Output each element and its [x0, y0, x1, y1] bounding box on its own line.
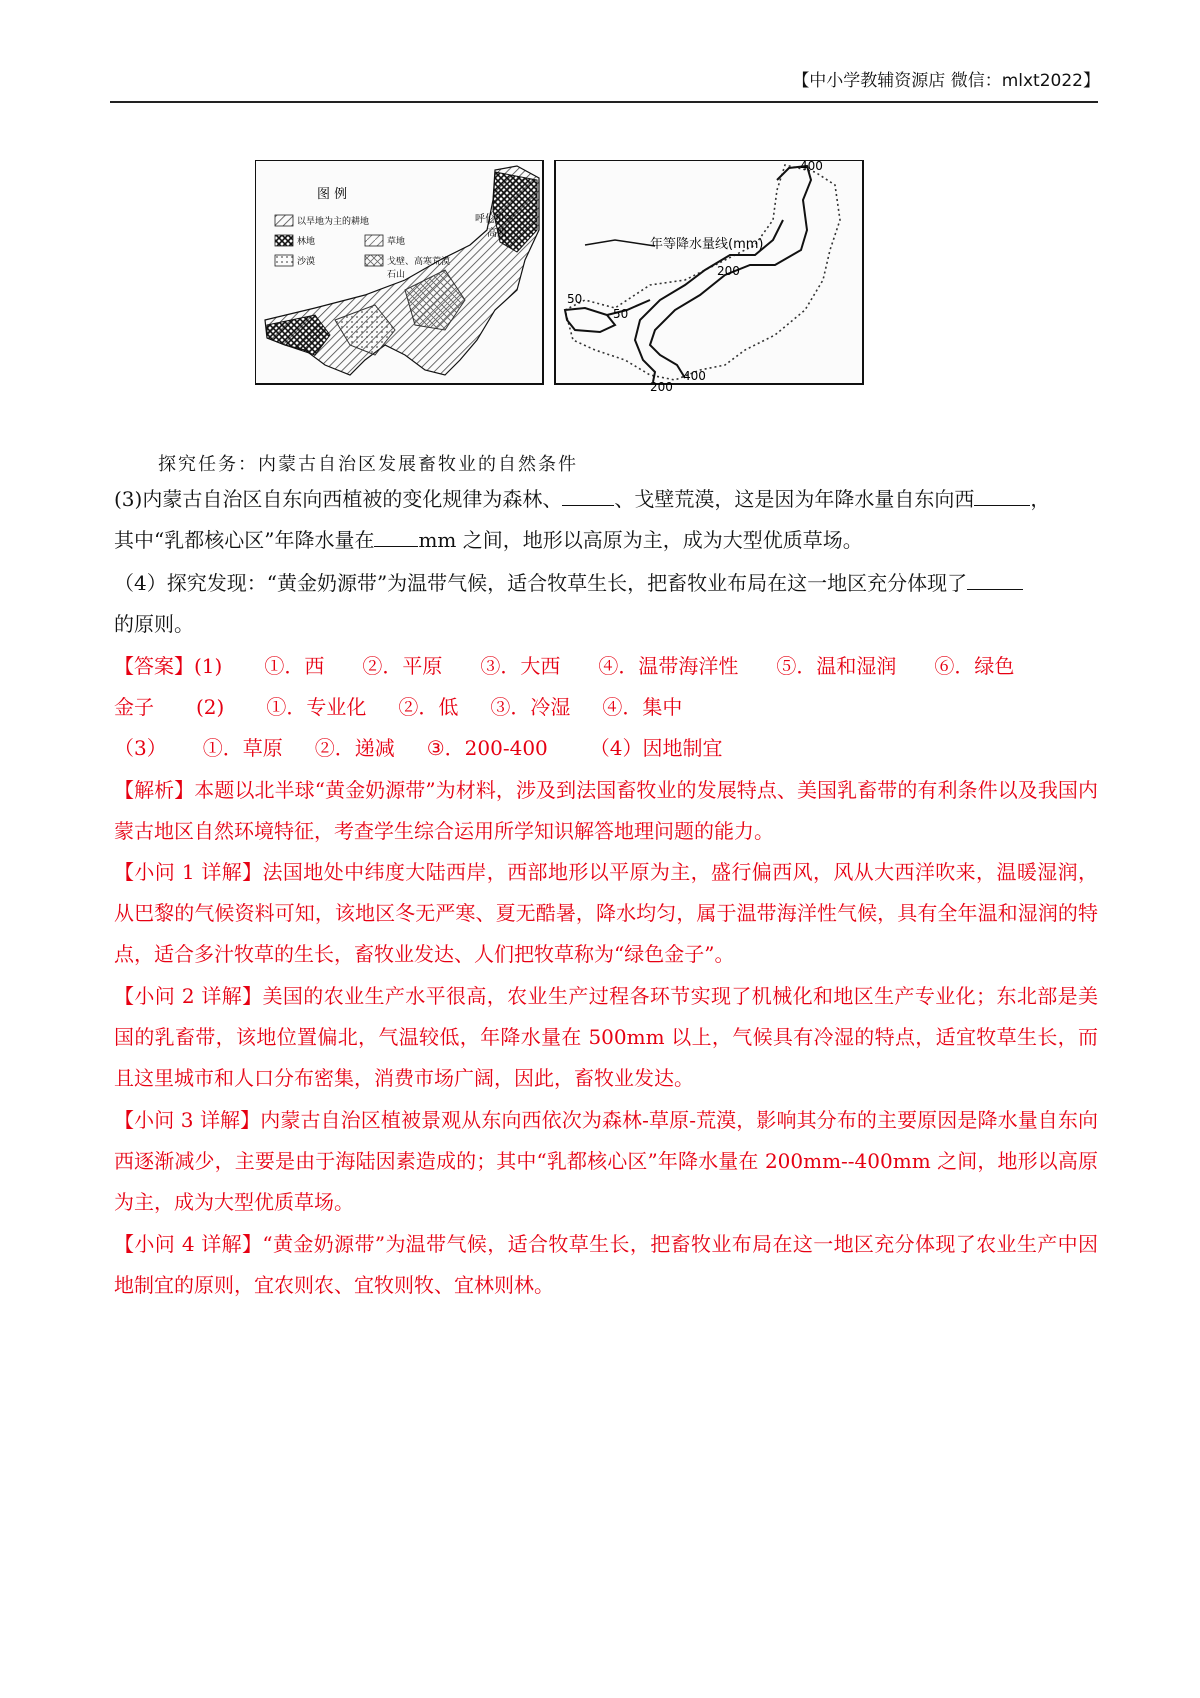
- answer-line: [114, 687, 1098, 728]
- detail-tag: 【小问 4 详解】: [114, 1232, 263, 1256]
- question-text: 、戈壁荒漠，这是因为年降水量自东向西: [614, 487, 975, 511]
- answer-blank: [374, 524, 418, 547]
- detail-text: 内蒙古自治区植被景观从东向西依次为森林-草原-荒漠，影响其分布的主要原因是降水量自东向西逐渐减少，主要是由于海陆因素造成的；其中“乳都核心区”年降水量在 200mm--400mm 之间，地形以高原为主，成为大型优质草场。: [114, 1108, 1098, 1214]
- detail-paragraph-3: [114, 1100, 1098, 1223]
- legend-label: 戈壁、高寒荒漠: [387, 257, 451, 267]
- answer-line: [114, 728, 1098, 769]
- legend-label: 草地: [387, 237, 406, 247]
- question-text: 其中“乳都核心区”年降水量在: [114, 528, 375, 552]
- analysis-paragraph: [114, 770, 1098, 852]
- precipitation-map: [555, 160, 863, 394]
- answer-item: ④．集中: [602, 695, 683, 719]
- region-label: 呼伦贝尔: [475, 214, 515, 225]
- isohyet-value: 200: [717, 264, 740, 278]
- answer-blank: [967, 567, 1023, 590]
- detail-text: “黄金奶源带”为温带气候，适合牧草生长，把畜牧业布局在这一地区充分体现了农业生产中因地制宜的原则，宜农则农、宜牧则牧、宜林则林。: [114, 1232, 1098, 1297]
- question-text: （4）探究发现：“黄金奶源带”为温带气候，适合牧草生长，把畜牧业布局在这一地区充分体现了: [114, 571, 968, 595]
- isohyet-value: 200: [650, 380, 673, 394]
- isohyet-value: 400: [683, 369, 706, 383]
- isohyet-label: 年等降水量线(mm): [650, 237, 764, 252]
- question-text: ，: [1030, 487, 1051, 511]
- question-text: 的原则。: [114, 612, 194, 636]
- detail-paragraph-2: [114, 976, 1098, 1099]
- isohyet-value: 50: [613, 307, 629, 321]
- answer-section: [114, 646, 1098, 769]
- answer-item: ③．大西: [480, 654, 561, 678]
- answer-line: [114, 646, 1098, 687]
- header-divider: [110, 101, 1098, 103]
- legend-label: 沙漠: [297, 257, 316, 267]
- page-header: 【中小学教辅资源店 微信：mlxt2022】: [792, 71, 1100, 91]
- answer-item: （3）: [114, 736, 167, 760]
- answer-item: (1): [194, 654, 223, 678]
- question-3: [114, 479, 1094, 561]
- answer-item: ⑤．温和湿润: [776, 654, 897, 678]
- answer-item: 金子: [114, 695, 154, 719]
- legend-title: 图 例: [317, 187, 348, 202]
- detail-tag: 【小问 2 详解】: [114, 984, 263, 1008]
- answer-item: ④．温带海洋性: [598, 654, 739, 678]
- legend-label: 石山: [387, 270, 406, 280]
- legend-label: 以旱地为主的耕地: [297, 217, 370, 227]
- answer-item: ③．200-400: [426, 736, 548, 760]
- question-4: [114, 563, 1094, 645]
- region-label: 高原: [487, 228, 507, 239]
- detail-paragraph-4: [114, 1224, 1098, 1306]
- map-figure: [255, 160, 875, 446]
- answer-item: ⑥．绿色: [934, 654, 1015, 678]
- figure-caption: 探究任务：内蒙古自治区发展畜牧业的自然条件: [158, 454, 578, 475]
- answer-item: ③．冷湿: [490, 695, 571, 719]
- detail-text: 美国的农业生产水平很高，农业生产过程各环节实现了机械化和地区生产专业化；东北部是美国的乳畜带，该地位置偏北，气温较低，年降水量在 500mm 以上，气候具有冷湿的特点，适宜牧草生长，而且这里城市和人口分布密集，消费市场广阔，因此，畜牧业发达。: [114, 984, 1098, 1090]
- answer-tag: 【答案】: [114, 654, 194, 678]
- vegetation-map: [255, 160, 543, 384]
- detail-paragraph-1: [114, 852, 1098, 975]
- answer-item: ①．草原: [202, 736, 283, 760]
- answer-blank: [562, 483, 614, 506]
- question-text: mm 之间，地形以高原为主，成为大型优质草场。: [418, 528, 863, 552]
- detail-tag: 【小问 1 详解】: [114, 860, 263, 884]
- answer-item: ①．专业化: [266, 695, 367, 719]
- detail-tag: 【小问 3 详解】: [114, 1108, 261, 1132]
- answer-blank: [974, 483, 1030, 506]
- answer-item: ②．低: [398, 695, 459, 719]
- legend-label: 林地: [297, 237, 316, 247]
- analysis-text: 本题以北半球“黄金奶源带”为材料，涉及到法国畜牧业的发展特点、美国乳畜带的有利条件以及我国内蒙古地区自然环境特征，考查学生综合运用所学知识解答地理问题的能力。: [114, 778, 1099, 843]
- answer-item: ②．递减: [314, 736, 395, 760]
- isohyet-value: 50: [567, 292, 583, 306]
- answer-item: ①．西: [264, 654, 325, 678]
- analysis-tag: 【解析】: [114, 778, 195, 802]
- detail-text: 法国地处中纬度大陆西岸，西部地形以平原为主，盛行偏西风，风从大西洋吹来，温暖湿润，从巴黎的气候资料可知，该地区冬无严寒、夏无酷暑，降水均匀，属于温带海洋性气候，具有全年温和湿润的特点，适合多汁牧草的生长，畜牧业发达、人们把牧草称为“绿色金子”。: [114, 860, 1098, 966]
- question-text: (3)内蒙古自治区自东向西植被的变化规律为森林、: [114, 487, 563, 511]
- answer-item: ②．平原: [362, 654, 443, 678]
- isohyet-value: 400: [800, 160, 823, 173]
- answer-item: (2): [196, 695, 225, 719]
- answer-item: （4）因地制宜: [589, 736, 723, 760]
